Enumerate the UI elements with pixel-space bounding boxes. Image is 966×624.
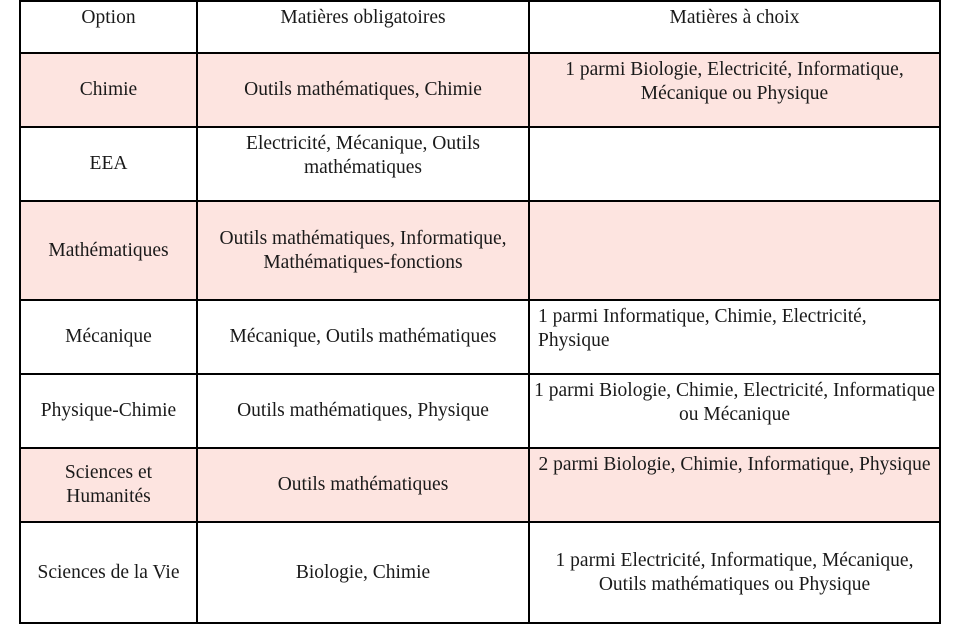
table-row-chimie <box>20 53 940 127</box>
mandatory-cell: Outils mathématiques, Chimie <box>197 53 529 127</box>
mandatory-cell: Outils mathématiques <box>197 448 529 522</box>
option-cell: Chimie <box>20 53 197 127</box>
mandatory-cell: Outils mathématiques, Physique <box>197 374 529 448</box>
option-cell: Mécanique <box>20 300 197 374</box>
elective-cell: 1 parmi Informatique, Chimie, Electricité, Physique <box>529 300 940 374</box>
elective-cell <box>529 201 940 300</box>
options-table <box>19 0 941 624</box>
elective-cell: 1 parmi Electricité, Informatique, Mécanique, Outils mathématiques ou Physique <box>529 522 940 623</box>
header-row <box>20 1 940 53</box>
mandatory-cell: Outils mathématiques, Informatique, Mathématiques-fonctions <box>197 201 529 300</box>
option-cell: Physique-Chimie <box>20 374 197 448</box>
elective-cell: 2 parmi Biologie, Chimie, Informatique, Physique <box>529 448 940 522</box>
mandatory-cell: Electricité, Mécanique, Outils mathématiques <box>197 127 529 201</box>
header-elective: Matières à choix <box>529 1 940 53</box>
elective-cell: 1 parmi Biologie, Chimie, Electricité, Informatique ou Mécanique <box>529 374 940 448</box>
mandatory-cell: Biologie, Chimie <box>197 522 529 623</box>
table-row-sciences-humanites <box>20 448 940 522</box>
table-row-physique-chimie <box>20 374 940 448</box>
table-row-sciences-vie <box>20 522 940 623</box>
header-mandatory: Matières obligatoires <box>197 1 529 53</box>
option-cell: Sciences et Humanités <box>20 448 197 522</box>
mandatory-cell: Mécanique, Outils mathématiques <box>197 300 529 374</box>
elective-cell: 1 parmi Biologie, Electricité, Informatique, Mécanique ou Physique <box>529 53 940 127</box>
header-option: Option <box>20 1 197 53</box>
table-row-mathematiques <box>20 201 940 300</box>
table-row-mecanique <box>20 300 940 374</box>
option-cell: Mathématiques <box>20 201 197 300</box>
elective-cell <box>529 127 940 201</box>
table-row-eea <box>20 127 940 201</box>
option-cell: Sciences de la Vie <box>20 522 197 623</box>
option-cell: EEA <box>20 127 197 201</box>
